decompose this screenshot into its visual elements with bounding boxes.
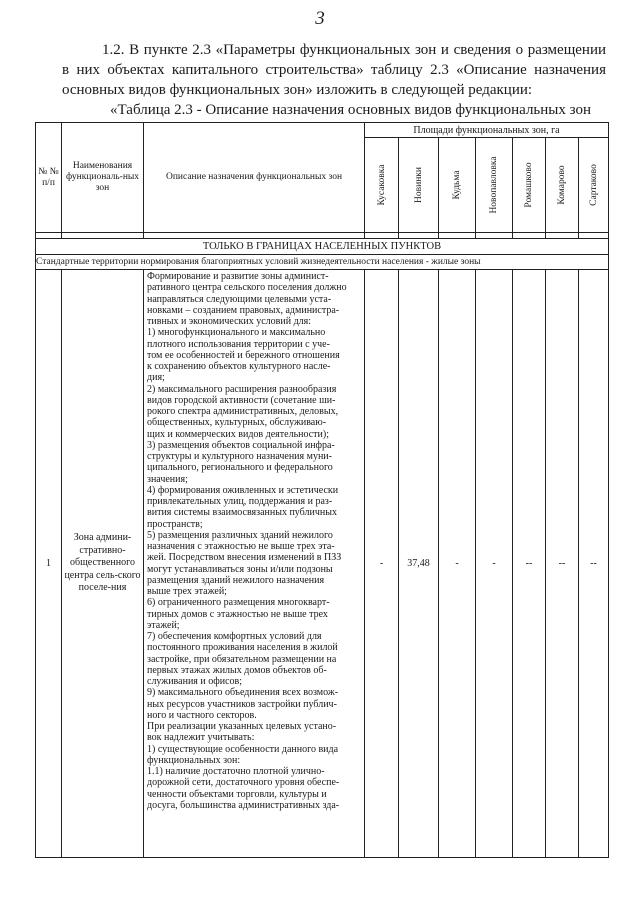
description-line: первых этажах жилых домов объектов об- bbox=[147, 664, 327, 676]
section-title: ТОЛЬКО В ГРАНИЦАХ НАСЕЛЕННЫХ ПУНКТОВ bbox=[36, 239, 609, 255]
table-caption: «Таблица 2.3 - Описание назначения основных видов функциональных зон bbox=[110, 102, 591, 118]
row-value: -- bbox=[579, 270, 609, 858]
header-settlement-label: Комарово bbox=[557, 165, 567, 205]
description-line: 1) существующие особенности данного вида bbox=[147, 743, 339, 755]
description-line: к сохранению объектов культурного насле- bbox=[147, 361, 331, 372]
description-line: этажей; bbox=[147, 619, 180, 631]
description-line: функциональных зон: bbox=[147, 754, 241, 766]
description-line: служивания и офисов; bbox=[147, 676, 243, 687]
header-description: Описание назначения функциональных зон bbox=[144, 123, 365, 233]
description-line: пространств; bbox=[147, 518, 203, 530]
description-line: размещения зданий нежилого назначения bbox=[147, 574, 325, 586]
description-line: дия; bbox=[147, 372, 165, 384]
description-line: застройке, при обязательном размещении на bbox=[147, 653, 337, 665]
row-zone-name: Зона админи-стративно-общественного центра сель-ского поселе-ния bbox=[62, 270, 144, 858]
description-line: тивных и экономических условий для: bbox=[147, 316, 312, 327]
description-line: 1.1) наличие достаточно плотной улично- bbox=[147, 766, 325, 777]
table-row bbox=[36, 270, 609, 858]
description-line: ных ресурсов участников застройки публич- bbox=[147, 698, 337, 710]
row-description bbox=[144, 270, 365, 858]
row-value: -- bbox=[546, 270, 579, 858]
description-line: Формирование и развитие зоны админист- bbox=[147, 271, 329, 282]
description-line: 2) максимального расширения разнообразия bbox=[147, 383, 337, 395]
description-line: ративного центра сельского поселения должно bbox=[147, 282, 347, 294]
subsection-title: Стандартные территории нормирования благоприятных условий жизнедеятельности населения - жилые зоны bbox=[36, 255, 609, 270]
header-settlement-label: Новинки bbox=[413, 167, 424, 203]
description-line: 1) многофункционального и максимально bbox=[147, 327, 326, 339]
description-line: ципального, регионального и федерального bbox=[147, 462, 333, 474]
header-settlement-label: Сартаково bbox=[588, 164, 599, 206]
description-line: 4) формирования оживленных и эстетически bbox=[147, 484, 339, 496]
description-line: 6) ограниченного размещения многокварт- bbox=[147, 597, 330, 609]
row-value: - bbox=[439, 270, 476, 858]
description-line: направляться следующими целевыми уста- bbox=[147, 293, 332, 305]
description-line: 5) размещения различных зданий нежилого bbox=[147, 529, 333, 541]
description-line: значения; bbox=[147, 473, 188, 485]
description-line: вития системы взаимосвязанных публичных bbox=[147, 507, 337, 519]
description-line: выше трех этажей; bbox=[147, 586, 227, 597]
description-line: ченности объектами торговли, культуры и bbox=[147, 788, 327, 800]
header-settlement-label: Новопавловка bbox=[489, 156, 499, 214]
header-areas: Площади функциональных зон, га bbox=[365, 123, 609, 138]
header-settlement bbox=[546, 138, 579, 233]
header-settlement bbox=[579, 138, 609, 233]
header-settlement bbox=[513, 138, 546, 233]
header-settlement bbox=[399, 138, 439, 233]
description-line: тирных домов с этажностью не выше трех bbox=[147, 608, 328, 620]
description-line: общественных, культурных, обслуживаю- bbox=[147, 417, 327, 429]
description-line: могут устанавливаться зоны и/или подзоны bbox=[147, 563, 333, 575]
description-line: 7) обеспечения комфортных условий для bbox=[147, 631, 322, 642]
row-value: - bbox=[365, 270, 399, 858]
zones-table bbox=[35, 122, 609, 858]
description-line: плотного использования территории с уче- bbox=[147, 338, 330, 350]
description-line: привлекательных улиц, поддержания и раз- bbox=[147, 496, 333, 507]
description-line: новками – созданием правовых, администра- bbox=[147, 304, 340, 316]
row-value: 37,48 bbox=[399, 270, 439, 858]
header-settlement bbox=[476, 138, 513, 233]
header-settlement-label: Кудьма bbox=[452, 170, 462, 200]
description-line: вок надлежит учитывать: bbox=[147, 732, 255, 744]
intro-block bbox=[62, 40, 606, 120]
header-zone-name: Наименования функциональ-ных зон bbox=[62, 123, 144, 233]
description-line: 3) размещения объектов социальной инфра- bbox=[147, 439, 335, 451]
description-line: дорожной сети, достаточного уровня обеспе- bbox=[147, 777, 340, 789]
page-number: 3 bbox=[315, 8, 325, 29]
description-line: ного и частного секторов. bbox=[147, 709, 257, 721]
header-settlement-label: Ромашково bbox=[524, 162, 534, 208]
row-number: 1 bbox=[36, 270, 62, 858]
header-settlement bbox=[439, 138, 476, 233]
description-line: щих и коммерческих видов деятельности); bbox=[147, 428, 330, 440]
header-number: № № п/п bbox=[36, 123, 62, 233]
row-value: -- bbox=[513, 270, 546, 858]
header-settlement bbox=[365, 138, 399, 233]
intro-paragraph: 1.2. В пункте 2.3 «Параметры функциональных зон и сведения о размещении в них объектах капитального строительства» таблицу 2.3 «Описание назначения основных видов функциональных зон» изложить в следующей редакции: bbox=[62, 42, 606, 98]
description-line: постоянного проживания населения в жилой bbox=[147, 642, 338, 654]
description-line: видов городской активности (сочетание ши- bbox=[147, 394, 336, 406]
row-value: - bbox=[476, 270, 513, 858]
description-line: жей. Посредством внесения изменений в ПЗЗ bbox=[147, 552, 342, 564]
description-line: 9) максимального объединения всех возмож- bbox=[147, 687, 339, 699]
description-line: При реализации указанных целевых устано- bbox=[147, 721, 337, 732]
header-settlement-label: Кусаковка bbox=[376, 164, 387, 206]
description-line: назначения с этажностью не выше трех эта- bbox=[147, 541, 335, 552]
description-line: досуга, большинства административных зда- bbox=[147, 799, 340, 811]
description-line: том ее особенностей и бережного отношения bbox=[147, 349, 340, 361]
description-line: структуры и культурного назначения муни- bbox=[147, 451, 332, 462]
description-line: рокого спектра административных, деловых, bbox=[147, 406, 339, 417]
